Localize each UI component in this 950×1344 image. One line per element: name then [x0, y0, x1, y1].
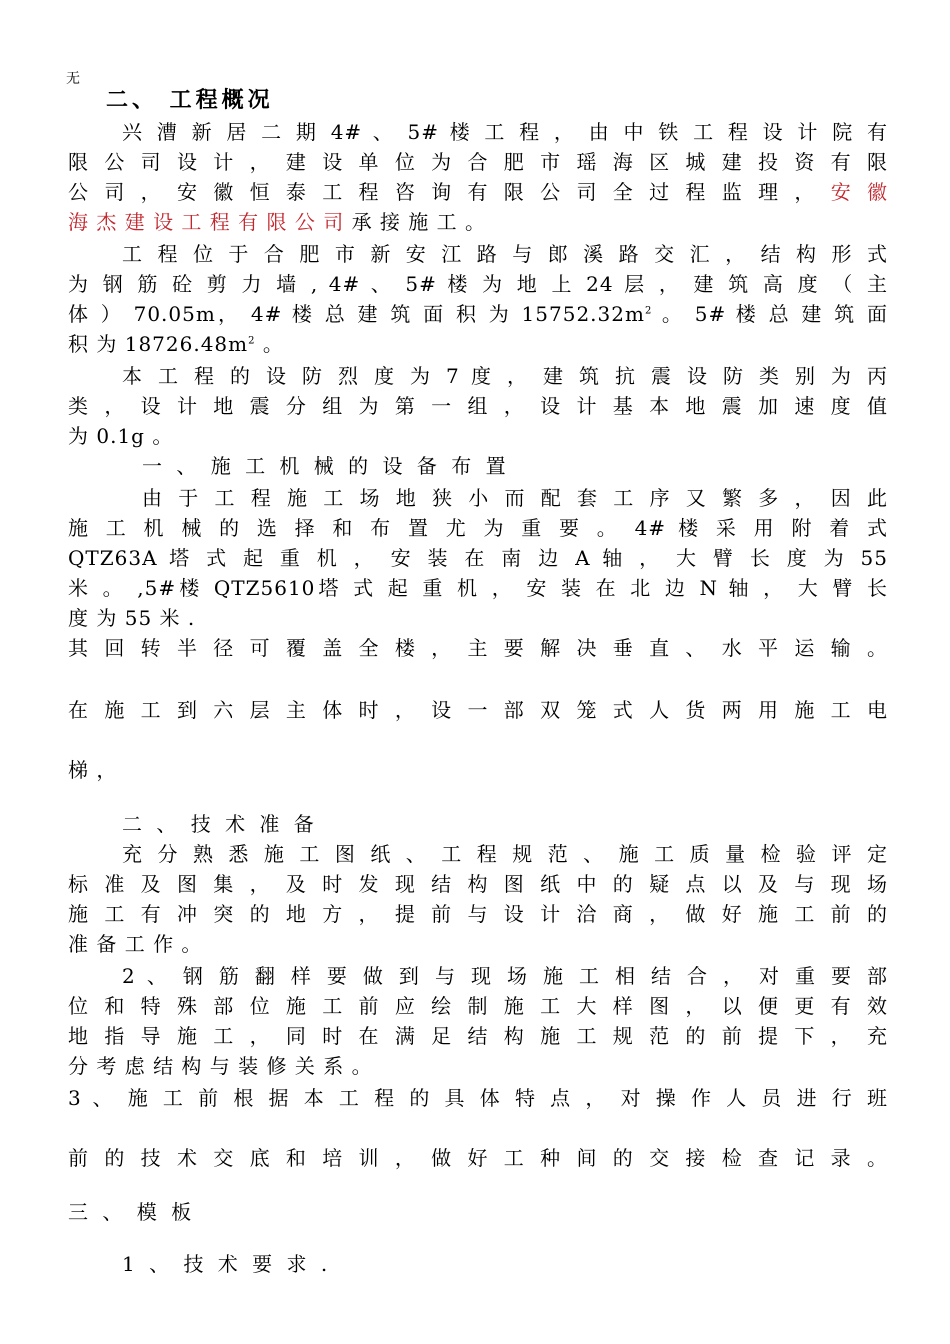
p2-line4-b: 。 [262, 332, 284, 356]
p1-line1: 兴 漕 新 居 二 期 4# 、 5# 楼 工 程 ， 由 中 铁 工 程 设 计 院 有 [122, 120, 888, 144]
p4-line2: 施 工 机 械 的 选 择 和 布 置 尤 为 重 要 。 4# 楼 采 用 附 着 式 [68, 516, 888, 540]
p2-line3-a: 体 ） 70.05m， 4# 楼 总 建 筑 面 积 为 15752.32m [68, 302, 645, 326]
subsection-1-title: 一 、 施 工 机 械 的 设 备 布 置 [142, 454, 510, 478]
p4-line4: 米 。 ,5#楼 QTZ5610塔 式 起 重 机 ， 安 装 在 北 边 N 轴 ， 大 臂 长 [68, 576, 888, 600]
p2-line3-b: 。 5# 楼 总 建 筑 面 [661, 302, 888, 326]
p7-line2: 前 的 技 术 交 底 和 培 训 ， 做 好 工 种 间 的 交 接 检 查 记 录 。 [68, 1146, 888, 1170]
p4-line6: 其 回 转 半 径 可 覆 盖 全 楼 ， 主 要 解 决 垂 直 、 水 平 运 输 。 [68, 636, 888, 660]
p5-line4: 准 备 工 作 。 [68, 932, 203, 956]
p5-line2: 标 准 及 图 集 ， 及 时 发 现 结 构 图 纸 中 的 疑 点 以 及 与 现 场 [68, 872, 888, 896]
p2-line1: 工 程 位 于 合 肥 市 新 安 江 路 与 郎 溪 路 交 汇 ， 结 构 形 式 [122, 242, 888, 266]
p3-line1: 本 工 程 的 设 防 烈 度 为 7 度 ， 建 筑 抗 震 设 防 类 别 为 丙 [122, 364, 888, 388]
header-mark: 无 [66, 71, 80, 87]
p2-line4-sup: 2 [248, 335, 256, 347]
p1-line4 [68, 208, 888, 236]
p6-line3: 地 指 导 施 工 ， 同 时 在 满 足 结 构 施 工 规 范 的 前 提 下 ， 充 [68, 1024, 888, 1048]
p1-line3 [68, 178, 888, 206]
p4-line3: QTZ63A 塔 式 起 重 机 ， 安 装 在 南 边 A 轴 ， 大 臂 长 度 为 55 [68, 546, 888, 570]
p2-line4-a: 积 为 18726.48m [68, 332, 249, 356]
p2-line3 [68, 300, 888, 328]
p3-line2: 类 ， 设 计 地 震 分 组 为 第 一 组 ， 设 计 基 本 地 震 加 速 度 值 [68, 394, 888, 418]
p5-line1: 充 分 熟 悉 施 工 图 纸 、 工 程 规 范 、 施 工 质 量 检 验 评 定 [122, 842, 888, 866]
p6-line2: 位 和 特 殊 部 位 施 工 前 应 绘 制 施 工 大 样 图 ， 以 便 更 有 效 [68, 994, 888, 1018]
contractor-name-part1: 安 徽 [830, 180, 888, 204]
p2-line4 [68, 330, 888, 358]
p4-line1: 由 于 工 程 施 工 场 地 狭 小 而 配 套 工 序 又 繁 多 ， 因 此 [142, 486, 888, 510]
subsection-3-item-1: 1 、 技 术 要 求 . [122, 1252, 332, 1276]
p6-line1: 2 、 钢 筋 翻 样 要 做 到 与 现 场 施 工 相 结 合 ， 对 重 要 部 [122, 964, 888, 988]
p5-line3: 施 工 有 冲 突 的 地 方 ， 提 前 与 设 计 洽 商 ， 做 好 施 工 前 的 [68, 902, 888, 926]
contractor-name-part2: 海 杰 建 设 工 程 有 限 公 司 [68, 210, 345, 234]
p1-line2: 限 公 司 设 计 ， 建 设 单 位 为 合 肥 市 瑶 海 区 城 建 投 资 有 限 [68, 150, 888, 174]
p2-line2: 为 钢 筋 砼 剪 力 墙 , 4# 、 5# 楼 为 地 上 24 层 ， 建 筑 高 度 （ 主 [68, 272, 888, 296]
p4-line7: 在 施 工 到 六 层 主 体 时 ， 设 一 部 双 笼 式 人 货 两 用 施 工 电 [68, 698, 888, 722]
p4-line8: 梯 ， [68, 758, 118, 782]
p4-line5: 度 为 55 米 . [68, 606, 196, 630]
subsection-3-title: 三 、 模 板 [68, 1200, 196, 1224]
p1-line4-text: 承 接 施 工 。 [351, 210, 487, 234]
p2-line3-sup: 2 [644, 305, 653, 317]
p1-line3-text: 公 司 ， 安 徽 恒 泰 工 程 咨 询 有 限 公 司 全 过 程 监 理 ， [68, 180, 820, 204]
section-title: 二、 工程概况 [106, 87, 274, 113]
subsection-2-title: 二 、 技 术 准 备 [122, 812, 318, 836]
p3-line3: 为 0.1g 。 [68, 424, 174, 448]
p7-line1: 3 、 施 工 前 根 据 本 工 程 的 具 体 特 点 ， 对 操 作 人 员 进 行 班 [68, 1086, 888, 1110]
p6-line4: 分 考 虑 结 构 与 装 修 关 系 。 [68, 1054, 373, 1078]
